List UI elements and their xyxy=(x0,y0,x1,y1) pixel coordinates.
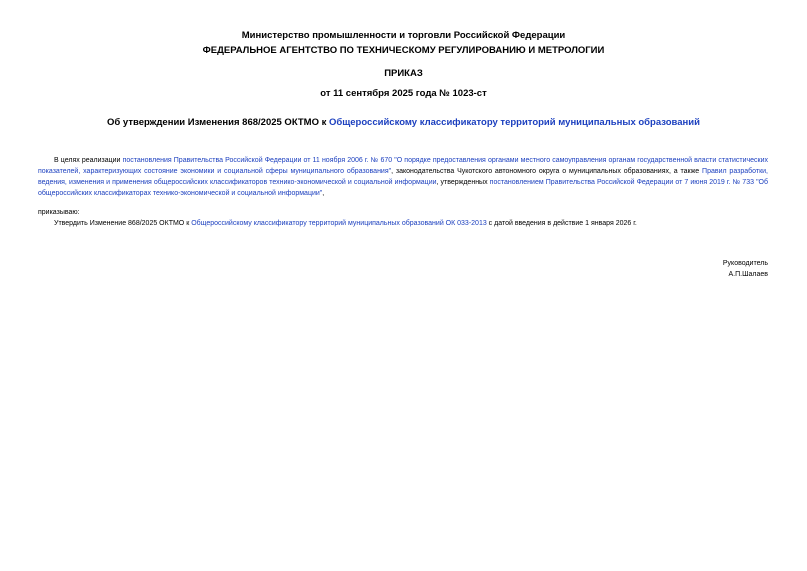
order-word: приказываю: xyxy=(38,209,80,216)
signature-name: А.П.Шалаев xyxy=(728,271,768,278)
doc-title-prefix: Об утверждении Изменения 868/2025 ОКТМО к xyxy=(107,117,329,128)
doc-type: ПРИКАЗ xyxy=(384,68,423,79)
agency-name: ФЕДЕРАЛЬНОЕ АГЕНТСТВО ПО ТЕХНИЧЕСКОМУ РЕГУЛИРОВАНИЮ И МЕТРОЛОГИИ xyxy=(202,45,605,56)
order-text-2: с датой введения в действие 1 января 2026 г. xyxy=(486,220,637,227)
preamble-text-1: В целях реализации xyxy=(54,157,123,164)
doc-title-link[interactable]: Общероссийскому классификатору территорий муниципальных образований xyxy=(329,117,700,128)
ministry-name: Министерство промышленности и торговли Российской Федерации xyxy=(241,30,566,41)
oktmo-classifier-link[interactable]: Общероссийскому классификатору территорий муниципальных образований ОК 033-2013 xyxy=(191,220,487,227)
decree-670-link[interactable]: постановления Правительства Российской Федерации от 11 ноября 2006 г. № 670 "О порядке предоставления органами местного самоуправления органам государственной власти статистических показателей, характеризующих состояние экономики и социальной сферы муниципального образования" xyxy=(38,157,768,175)
doc-title xyxy=(0,117,807,128)
preamble-paragraph xyxy=(38,155,768,199)
decree-733-link[interactable]: постановлением Правительства Российской Федерации от 7 июня 2019 г. № 733 "Об общероссийских классификаторах технико-экономической и социальной информации" xyxy=(38,179,769,197)
preamble-text-2: , законодательства Чукотского автономного округа о муниципальных образованиях, а также xyxy=(391,168,703,175)
classifier-rules-link[interactable]: Правил разработки, ведения, изменения и применения общероссийских классификаторов технико-экономической и социальной информации xyxy=(38,168,768,186)
signature-position: Руководитель xyxy=(722,260,768,267)
doc-date-number: от 11 сентября 2025 года № 1023-ст xyxy=(320,88,487,99)
preamble-text-3: , утвержденных xyxy=(436,179,490,186)
preamble-text-4: , xyxy=(322,190,325,197)
order-paragraph xyxy=(38,218,768,229)
order-text-1: Утвердить Изменение 868/2025 ОКТМО к xyxy=(54,220,192,227)
